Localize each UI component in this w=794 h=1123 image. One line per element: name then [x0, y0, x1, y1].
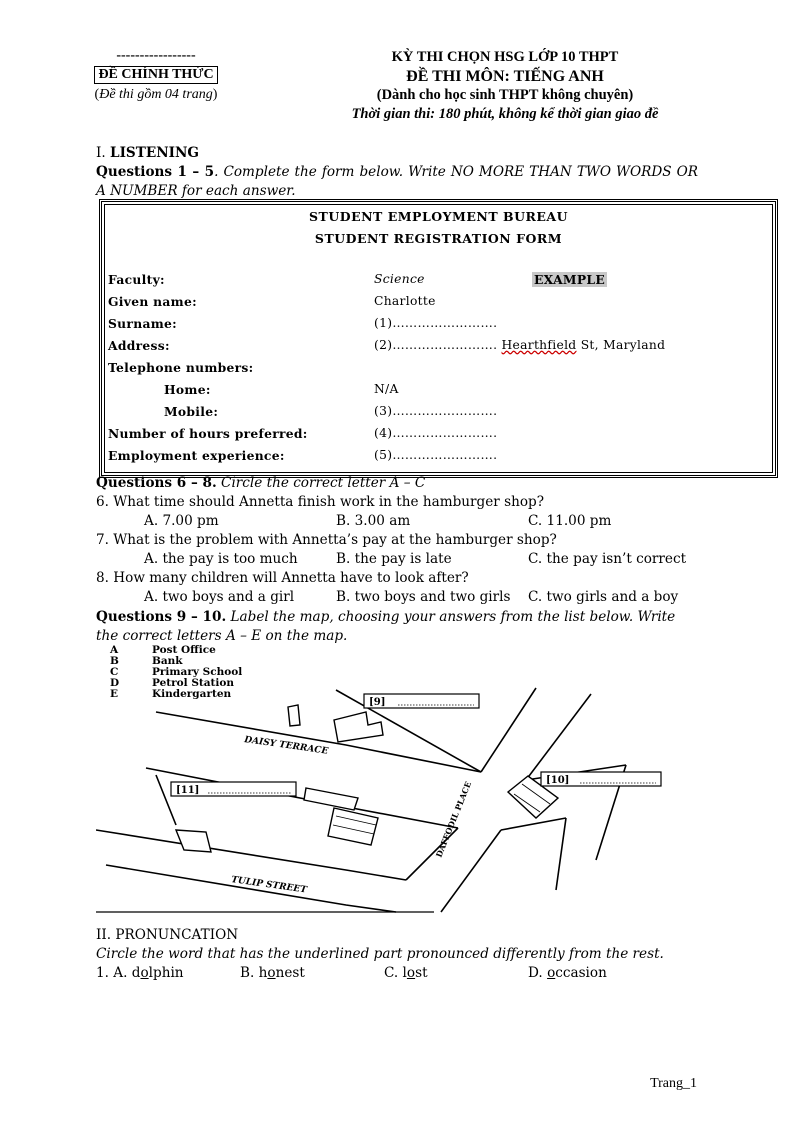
road-edge	[156, 712, 481, 772]
question-8: 8. How many children will Annetta have to look after?	[96, 570, 469, 586]
legend-item: A Post Office	[110, 644, 216, 656]
street-map	[96, 677, 696, 920]
page-count: (Đề thi gồm 04 trang)	[94, 87, 218, 102]
pq1-option-c[interactable]: C. lost	[384, 965, 428, 981]
questions-9-10-instruction: Questions 9 – 10. Label the map, choosing your answers from the list below. Write the correct letters A – E on the map.	[96, 609, 676, 644]
road-edge	[481, 688, 536, 772]
form-row-given-name: Given name: Charlotte	[108, 294, 436, 309]
pq1-option-a[interactable]: 1. A. dolphin	[96, 965, 184, 981]
q6-option-a[interactable]: A. 7.00 pm	[144, 513, 219, 529]
q7-option-a[interactable]: A. the pay is too much	[144, 551, 298, 567]
example-tag: EXAMPLE	[534, 272, 605, 287]
road-edge	[146, 768, 458, 828]
building	[288, 705, 300, 726]
questions-1-5-instruction: Questions 1 – 5. Complete the form below. Write NO MORE THAN TWO WORDS OR A NUMBER for each answer.	[96, 164, 698, 199]
map-label-9: [9]	[369, 697, 386, 708]
form-title-2: STUDENT REGISTRATION FORM	[314, 231, 563, 246]
pronunciation-question-1	[0, 965, 794, 984]
question-6: 6. What time should Annetta finish work in the hamburger shop?	[96, 494, 545, 510]
legend-item: C Primary School	[110, 666, 243, 678]
building	[328, 808, 378, 845]
exam-title: KỲ THI CHỌN HSG LỚP 10 THPT	[391, 49, 619, 65]
official-label: ĐỀ CHÍNH THỨC	[94, 66, 217, 84]
pronunciation-instruction: Circle the word that has the underlined part pronounced differently from the rest.	[96, 946, 664, 962]
form-title-1: STUDENT EMPLOYMENT BUREAU	[309, 209, 568, 224]
road-edge	[441, 830, 501, 912]
q6-option-b[interactable]: B. 3.00 am	[336, 513, 411, 529]
street-tulip-street: TULIP STREET	[230, 875, 308, 896]
pq1-option-d[interactable]: D. occasion	[528, 965, 607, 981]
form-row-experience: Employment experience: (5)…………………….	[108, 448, 498, 463]
q6-option-c[interactable]: C. 11.00 pm	[528, 513, 612, 529]
header-dashes: -----------------	[116, 48, 196, 63]
legend-item: D Petrol Station	[110, 677, 235, 689]
questions-6-8-instruction: Questions 6 – 8. Circle the correct letter A – C	[96, 475, 426, 491]
registration-form	[99, 199, 778, 478]
question-8-options	[0, 589, 794, 608]
q7-option-c[interactable]: C. the pay isn’t correct	[528, 551, 687, 567]
exam-target: (Dành cho học sinh THPT không chuyên)	[376, 87, 634, 103]
road-edge	[526, 694, 591, 780]
form-row-surname: Surname: (1)…………………….	[108, 316, 498, 331]
q8-option-b[interactable]: B. two boys and two girls	[336, 589, 511, 605]
form-row-mobile: Mobile: (3)…………………….	[164, 404, 498, 419]
form-row-address: Address: (2)……………………. Hearthfield St, Maryland	[108, 338, 666, 353]
question-6-options	[0, 513, 794, 532]
road-edge	[501, 818, 566, 830]
q8-option-c[interactable]: C. two girls and a boy	[528, 589, 679, 605]
block-edge	[556, 818, 566, 890]
street-daffodil-place: DAFFODIL PLACE	[433, 780, 474, 859]
street-daisy-terrace: DAISY TERRACE	[243, 735, 329, 757]
map-label-11: [11]	[176, 785, 200, 796]
section-pronunciation-title: II. PRONUNCATION	[96, 927, 239, 943]
map-label-10: [10]	[546, 775, 570, 786]
building	[176, 830, 211, 852]
legend-item: E Kindergarten	[110, 688, 232, 700]
form-row-telephone: Telephone numbers:	[108, 360, 254, 375]
question-7-options	[0, 551, 794, 570]
form-row-hours: Number of hours preferred: (4)…………………….	[108, 426, 498, 441]
road-edge	[106, 865, 396, 912]
building	[304, 788, 358, 810]
exam-duration: Thời gian thi: 180 phút, không kể thời gian giao đề	[351, 106, 659, 122]
building	[334, 712, 383, 742]
form-row-home: Home: N/A	[164, 382, 399, 397]
exam-subject: ĐỀ THI MÔN: TIẾNG ANH	[406, 68, 604, 85]
pq1-option-b[interactable]: B. honest	[240, 965, 305, 981]
q7-option-b[interactable]: B. the pay is late	[336, 551, 452, 567]
section-listening-title: I. LISTENING	[96, 145, 200, 161]
header-right	[310, 48, 700, 124]
question-7: 7. What is the problem with Annetta’s pay at the hamburger shop?	[96, 532, 557, 548]
q8-option-a[interactable]: A. two boys and a girl	[144, 589, 295, 605]
page-footer: Trang_1	[650, 1076, 697, 1091]
header-left	[78, 48, 234, 103]
form-row-faculty: Faculty: Science EXAMPLE	[108, 272, 605, 287]
legend-item: B Bank	[110, 655, 183, 667]
